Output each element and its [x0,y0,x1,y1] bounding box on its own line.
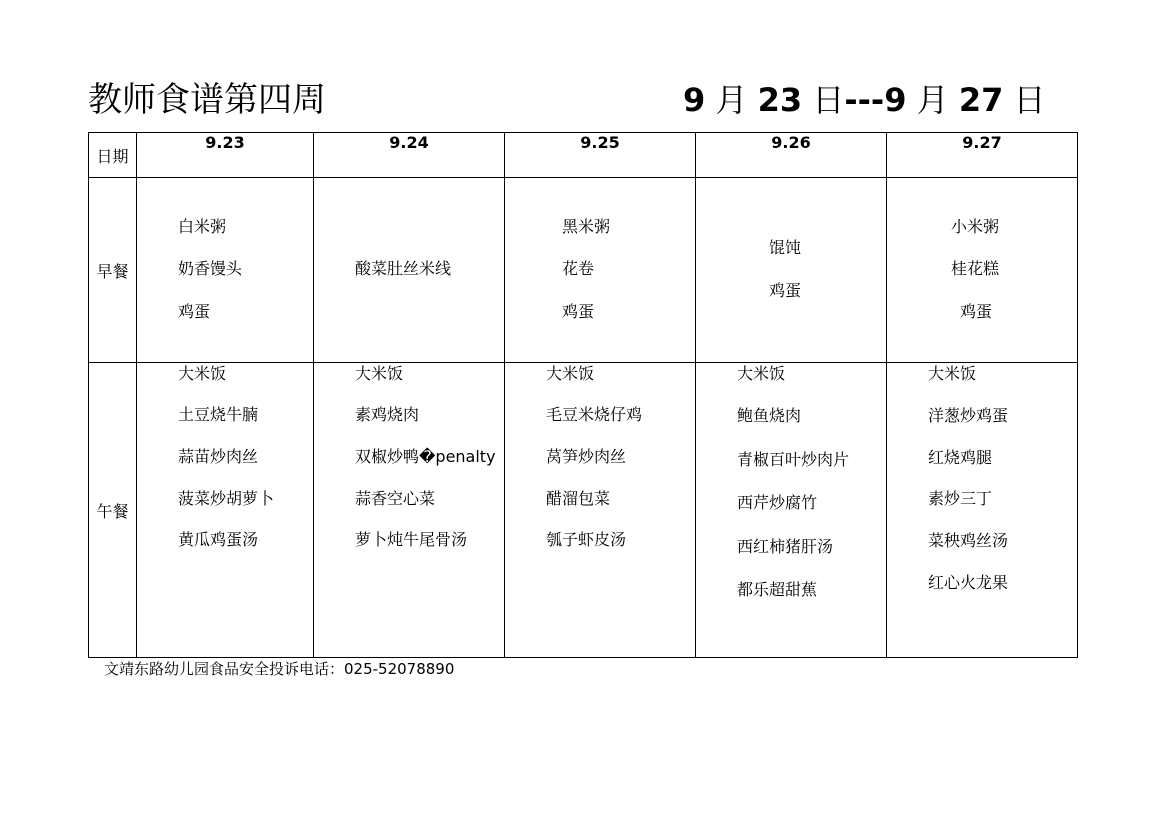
menu-item: 西红柿猪肝汤 [737,537,834,556]
menu-item: 鲍鱼烧肉 [737,406,802,425]
menu-item: 毛豆米烧仔鸡 [546,405,643,424]
menu-item: 花卷 [562,259,595,278]
menu-item: 鸡蛋 [960,302,993,321]
range-separator: --- [844,81,885,119]
date-label: 日期 [89,133,137,178]
day-char: 日 [812,81,845,119]
breakfast-cell [696,178,887,363]
date-cell: 9.26 [696,133,887,178]
breakfast-cell [887,178,1078,363]
menu-item: 黄瓜鸡蛋汤 [178,530,259,549]
menu-item: 大米饭 [178,364,227,383]
menu-item: 都乐超甜蕉 [737,580,818,599]
breakfast-label: 早餐 [89,178,137,363]
menu-item: 瓠子虾皮汤 [546,530,627,549]
menu-item: 桂花糕 [951,259,1000,278]
menu-item: 小米粥 [951,217,1000,236]
menu-item: 酸菜肚丝米线 [355,259,452,278]
month-char: 月 [916,81,949,119]
menu-item: 素炒三丁 [928,489,993,508]
menu-item: 鸡蛋 [562,302,595,321]
table-row [89,178,1078,363]
menu-item: 红心火龙果 [928,573,1009,592]
breakfast-cell [314,178,505,363]
menu-item: 鸡蛋 [769,281,802,300]
date-cell: 9.25 [505,133,696,178]
lunch-cell [137,363,314,658]
end-day: 27 [958,81,1004,119]
date-range [683,78,1046,122]
lunch-cell [696,363,887,658]
lunch-cell [314,363,505,658]
lunch-cell [505,363,696,658]
menu-item: 馄饨 [769,238,802,257]
table-row [89,133,1078,178]
menu-item: 蒜香空心菜 [355,489,436,508]
start-day: 23 [757,81,803,119]
lunch-cell [887,363,1078,658]
day-char: 日 [1013,81,1046,119]
menu-item: 青椒百叶炒肉片 [737,450,850,469]
menu-item: 萝卜炖牛尾骨汤 [355,530,468,549]
menu-item: 素鸡烧肉 [355,405,420,424]
menu-item: 红烧鸡腿 [928,448,993,467]
menu-item: 西芹炒腐竹 [737,493,818,512]
menu-item: 蒜苗炒肉丝 [178,447,259,466]
menu-item: 大米饭 [355,364,404,383]
menu-item: 菜秧鸡丝汤 [928,531,1009,550]
menu-item: 大米饭 [546,364,595,383]
menu-item: 黑米粥 [562,217,611,236]
end-month: 9 [884,81,907,119]
date-cell: 9.23 [137,133,314,178]
breakfast-cell [137,178,314,363]
date-cell: 9.27 [887,133,1078,178]
page-title: 教师食谱第四周 [88,80,326,120]
menu-item: 双椒炒鸭�penalty [355,447,496,466]
menu-table [88,132,1078,658]
menu-item: 土豆烧牛腩 [178,405,259,424]
menu-item: 菠菜炒胡萝卜 [178,489,275,508]
menu-item: 奶香馒头 [178,259,243,278]
breakfast-cell [505,178,696,363]
month-char: 月 [715,81,748,119]
menu-item: 大米饭 [737,364,786,383]
menu-item: 鸡蛋 [178,302,211,321]
table-row [89,363,1078,658]
menu-item: 大米饭 [928,364,977,383]
date-cell: 9.24 [314,133,505,178]
complaint-hotline: 文靖东路幼儿园食品安全投诉电话：025-52078890 [104,660,455,678]
lunch-label: 午餐 [89,363,137,658]
menu-item: 洋葱炒鸡蛋 [928,406,1009,425]
menu-item: 莴笋炒肉丝 [546,447,627,466]
menu-item: 醋溜包菜 [546,489,611,508]
start-month: 9 [683,81,706,119]
menu-item: 白米粥 [178,217,227,236]
